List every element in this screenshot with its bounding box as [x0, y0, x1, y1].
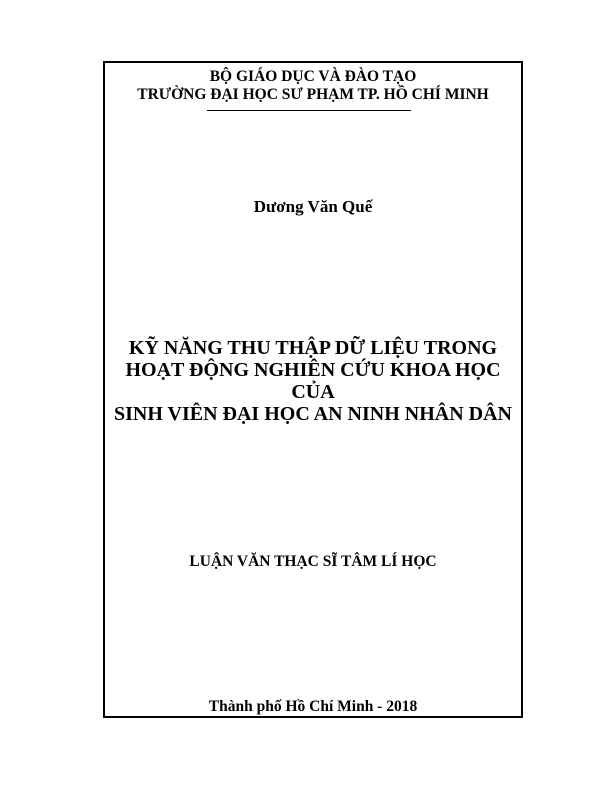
institution-header	[103, 68, 523, 104]
thesis-title-line-1: KỸ NĂNG THU THẬP DỮ LIỆU TRONG	[128, 337, 498, 359]
place-and-year: Thành phố Hồ Chí Minh - 2018	[208, 698, 418, 715]
thesis-title-line-3: SINH VIÊN ĐẠI HỌC AN NINH NHÂN DÂN	[113, 403, 512, 425]
university-name: TRƯỜNG ĐẠI HỌC SƯ PHẠM TP. HỒ CHÍ MINH	[137, 86, 489, 103]
thesis-title	[103, 337, 523, 425]
author-name: Dương Văn Quế	[253, 197, 373, 216]
ministry-name: BỘ GIÁO DỤC VÀ ĐÀO TẠO	[209, 68, 417, 85]
degree-type: LUẬN VĂN THẠC SĨ TÂM LÍ HỌC	[189, 553, 437, 570]
thesis-title-line-2: HOẠT ĐỘNG NGHIÊN CỨU KHOA HỌC CỦA	[125, 359, 501, 403]
header-underline	[207, 110, 411, 111]
